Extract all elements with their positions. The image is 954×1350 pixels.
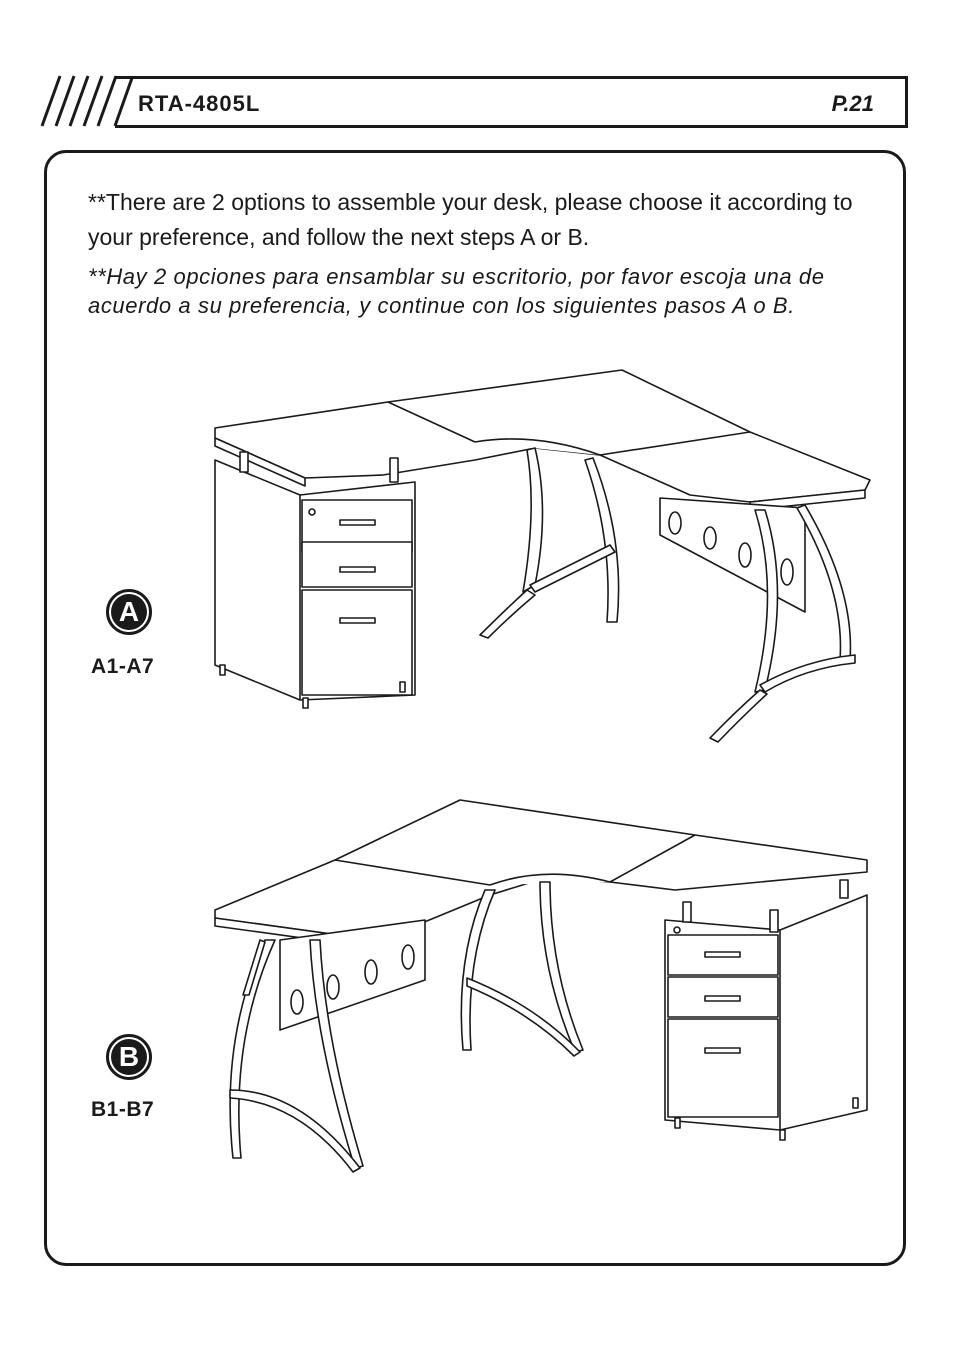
option-a-badge — [106, 589, 152, 635]
desk-illustration-option-a — [205, 360, 885, 750]
page-number: P.21 — [831, 91, 874, 116]
model-number: RTA-4805L — [138, 91, 261, 116]
option-a-letter: A — [111, 594, 147, 630]
option-b-letter: B — [111, 1039, 147, 1075]
intro-text-english: **There are 2 options to assemble your desk, please choose it according to your preference, and follow the next steps A or B. — [88, 189, 853, 250]
desk-illustration-option-b — [205, 790, 885, 1180]
option-b-steps: B1-B7 — [91, 1098, 155, 1121]
option-b-badge — [106, 1034, 152, 1080]
intro-text-spanish: **Hay 2 opciones para ensamblar su escritorio, por favor escoja una de acuerdo a su preferencia, y continue con los siguientes pasos A o B. — [88, 264, 825, 318]
option-a-steps: A1-A7 — [91, 655, 155, 678]
